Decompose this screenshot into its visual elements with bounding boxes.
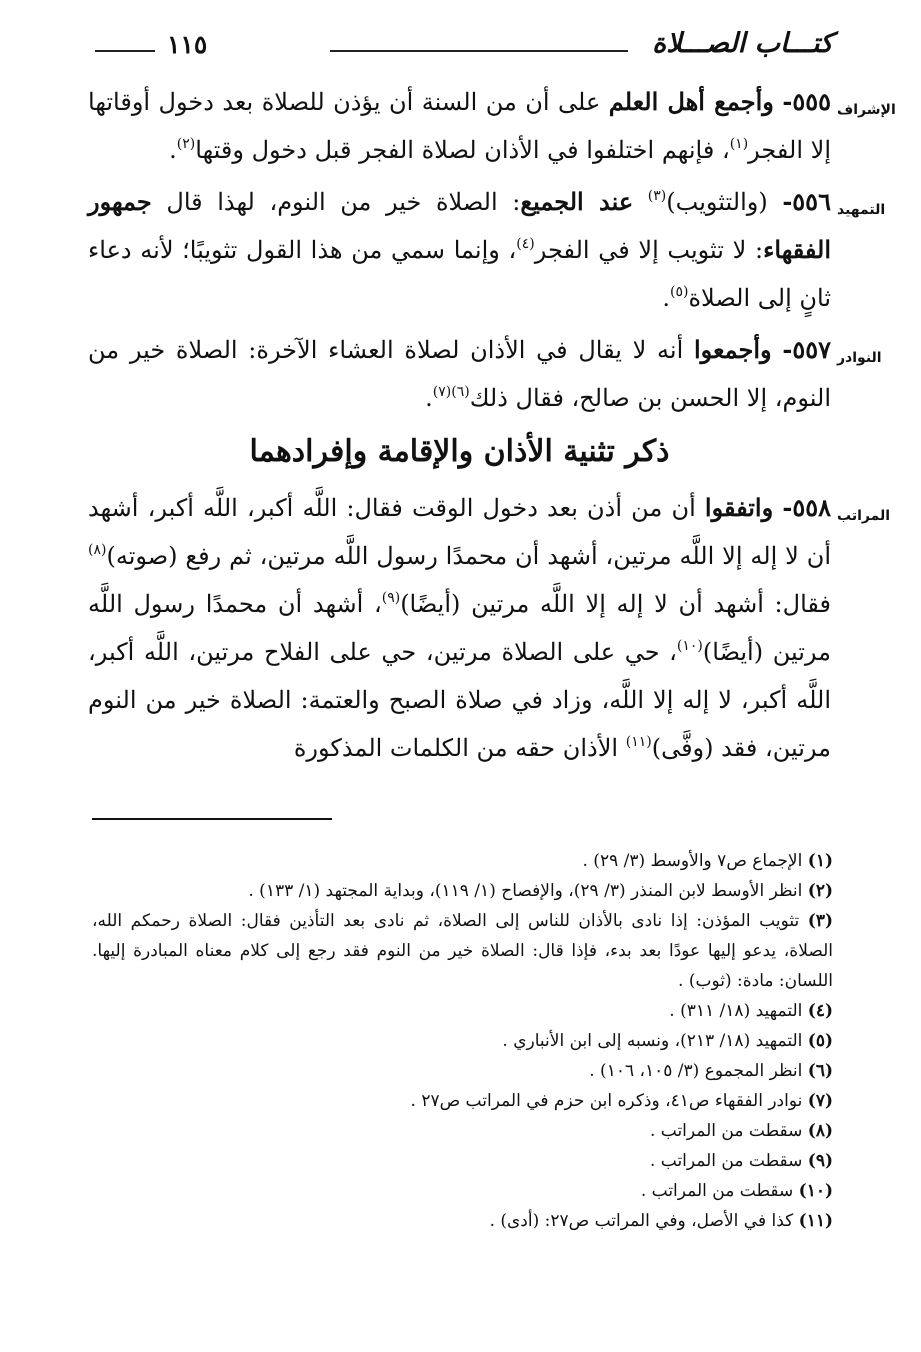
footnote-text: التمهيد (١٨/ ٢١٣)، ونسبه إلى ابن الأنباري .	[502, 1031, 803, 1051]
footnote-number: (٤)	[807, 1001, 833, 1021]
main-text	[88, 78, 896, 776]
footnote-ref[interactable]: (٨)	[88, 542, 107, 558]
footnote-ref[interactable]: (١)	[729, 136, 749, 152]
footnote-ref[interactable]: (٣)	[647, 188, 667, 204]
footnote-ref[interactable]: (٥)	[669, 284, 689, 300]
footnote-text: انظر الأوسط لابن المنذر (٣/ ٢٩)، والإفصاح (١/ ١١٩)، وبداية المجتهد (١/ ١٣٣) .	[248, 881, 803, 901]
footnote-text: نوادر الفقهاء ص٤١، وذكره ابن حزم في المراتب ص٢٧ .	[410, 1091, 803, 1111]
paragraph-text: ، فإنهم اختلفوا في الأذان لصلاة الفجر قبل دخول وقتها	[195, 136, 730, 164]
lead-phrase: واتفقوا	[704, 493, 774, 522]
paragraph-text: أن من أذن بعد دخول الوقت فقال: اللَّه أكبر، اللَّه أكبر، أشهد أن لا إله إلا اللَّه مرتين، أشهد أن محمدًا رسول اللَّه مرتين، ثم رفع (صوته)	[88, 494, 832, 570]
footnote-ref[interactable]: (٩)	[381, 590, 401, 606]
header-rule-short	[95, 50, 155, 52]
side-label-source: الإشراف	[837, 102, 896, 118]
paragraph-text: (والتثويب)	[666, 188, 768, 216]
footnote-number: (٩)	[807, 1151, 833, 1171]
footnote-number: (١)	[807, 851, 833, 871]
footnote-text: التمهيد (١٨/ ٣١١) .	[669, 1001, 803, 1021]
footnote	[92, 1026, 833, 1056]
footnote-text: كذا في الأصل، وفي المراتب ص٢٧: (أدى) .	[489, 1211, 794, 1231]
paragraph-end: .	[662, 284, 670, 312]
header-rule	[330, 50, 628, 52]
footnote-number: (٧)	[807, 1091, 833, 1111]
paragraph-number: ٥٥٥-	[782, 87, 831, 116]
footnote-number: (٢)	[807, 881, 833, 901]
footnote-number: (٦)	[807, 1061, 833, 1081]
paragraph-text: : الصلاة خير من النوم، لهذا قال	[166, 188, 521, 216]
footnote-number: (١٠)	[798, 1181, 833, 1201]
section-heading: ذكر تثنية الأذان والإقامة وإفرادهما	[249, 434, 670, 469]
paragraph-text: ، وإنما سمي من هذا القول تثويبًا؛ لأنه دعاء ثانٍ إلى الصلاة	[88, 236, 831, 312]
side-label-source: التمهيد	[837, 202, 886, 218]
footnote-ref[interactable]: (٦)(٧)	[432, 384, 470, 400]
paragraph-555	[88, 78, 896, 174]
footnote-ref[interactable]: (١١)	[625, 734, 652, 750]
footnote	[92, 846, 833, 876]
paragraph-text: ، حي على الصلاة مرتين، حي على الفلاح مرتين، اللَّه أكبر، اللَّه أكبر، لا إله إلا اللَّه، وزاد في صلاة الصبح والعتمة: الصلاة خير من النوم مرتين، فقد (وفَّى)	[88, 638, 831, 762]
footnote-number: (٣)	[807, 911, 834, 931]
paragraph-text: ، أشهد أن محمدًا رسول اللَّه مرتين (أيضًا)	[88, 590, 831, 666]
footnote	[92, 1056, 833, 1086]
footnote-text: الإجماع ص٧ والأوسط (٣/ ٢٩) .	[582, 851, 803, 871]
footnote-ref[interactable]: (٤)	[516, 236, 535, 252]
side-label-source: المراتب	[837, 508, 891, 524]
lead-phrase: وأجمع أهل العلم	[608, 87, 774, 116]
footnote-number: (١١)	[798, 1211, 833, 1231]
paragraph-text: على أن من السنة أن يؤذن للصلاة بعد دخول أوقاتها إلا الفجر	[88, 88, 831, 164]
paragraph-text: : لا تثويب إلا في الفجر	[534, 236, 764, 264]
paragraph-text: الأذان حقه من الكلمات المذكورة	[293, 734, 626, 762]
footnote	[92, 1176, 833, 1206]
lead-phrase: جمهور الفقهاء	[88, 187, 832, 264]
footnote-ref[interactable]: (١٠)	[676, 638, 703, 654]
footnote-text: سقطت من المراتب .	[640, 1181, 794, 1201]
paragraph-text: أنه لا يقال في الأذان لصلاة العشاء الآخرة: الصلاة خير من النوم، إلا الحسن بن صالح، فقال ذلك	[88, 336, 831, 412]
footnote-ref[interactable]: (٢)	[176, 136, 196, 152]
footnote	[92, 1116, 833, 1146]
footnote-text: انظر المجموع (٣/ ١٠٥، ١٠٦) .	[589, 1061, 803, 1081]
paragraph-557	[88, 326, 882, 422]
footnote	[92, 996, 833, 1026]
paragraph-558	[88, 484, 891, 772]
lead-phrase: وأجمعوا	[694, 335, 772, 364]
page-header	[95, 28, 833, 68]
paragraph-number: ٥٥٨-	[782, 493, 831, 522]
lead-phrase: عند الجميع	[520, 187, 634, 216]
page-number: ١١٥	[167, 30, 208, 59]
book-title: كتـــاب الصـــلاة	[652, 28, 833, 59]
footnote	[92, 1206, 833, 1236]
footnote	[92, 876, 833, 906]
footnote-text: سقطت من المراتب .	[649, 1121, 803, 1141]
paragraph-text: فقال: أشهد أن لا إله إلا اللَّه مرتين (أيضًا)	[400, 590, 832, 618]
footnote	[92, 1086, 833, 1116]
side-label-source: النوادر	[837, 350, 882, 366]
footnotes	[92, 846, 833, 1236]
footnote	[92, 906, 833, 996]
paragraph-end: .	[425, 384, 433, 412]
paragraph-number: ٥٥٦-	[782, 187, 831, 216]
footnote-text: سقطت من المراتب .	[649, 1151, 803, 1171]
footnote-text: تثويب المؤذن: إذا نادى بالأذان للناس إلى الصلاة، ثم نادى بعد التأذين فقال: الصلاة رحمكم الله، الصلاة، يدعو إليها عودًا بعد بدء، فإذا قال: الصلاة خير من النوم فقد رجع إلى كلام معناه المبادرة إليها. اللسان: مادة: (ثوب) .	[92, 911, 833, 991]
paragraph-556	[88, 178, 886, 322]
footnote	[92, 1146, 833, 1176]
paragraph-end: .	[169, 136, 177, 164]
footnote-number: (٥)	[807, 1031, 833, 1051]
footnote-separator	[92, 818, 332, 820]
footnote-number: (٨)	[807, 1121, 833, 1141]
paragraph-number: ٥٥٧-	[782, 335, 831, 364]
